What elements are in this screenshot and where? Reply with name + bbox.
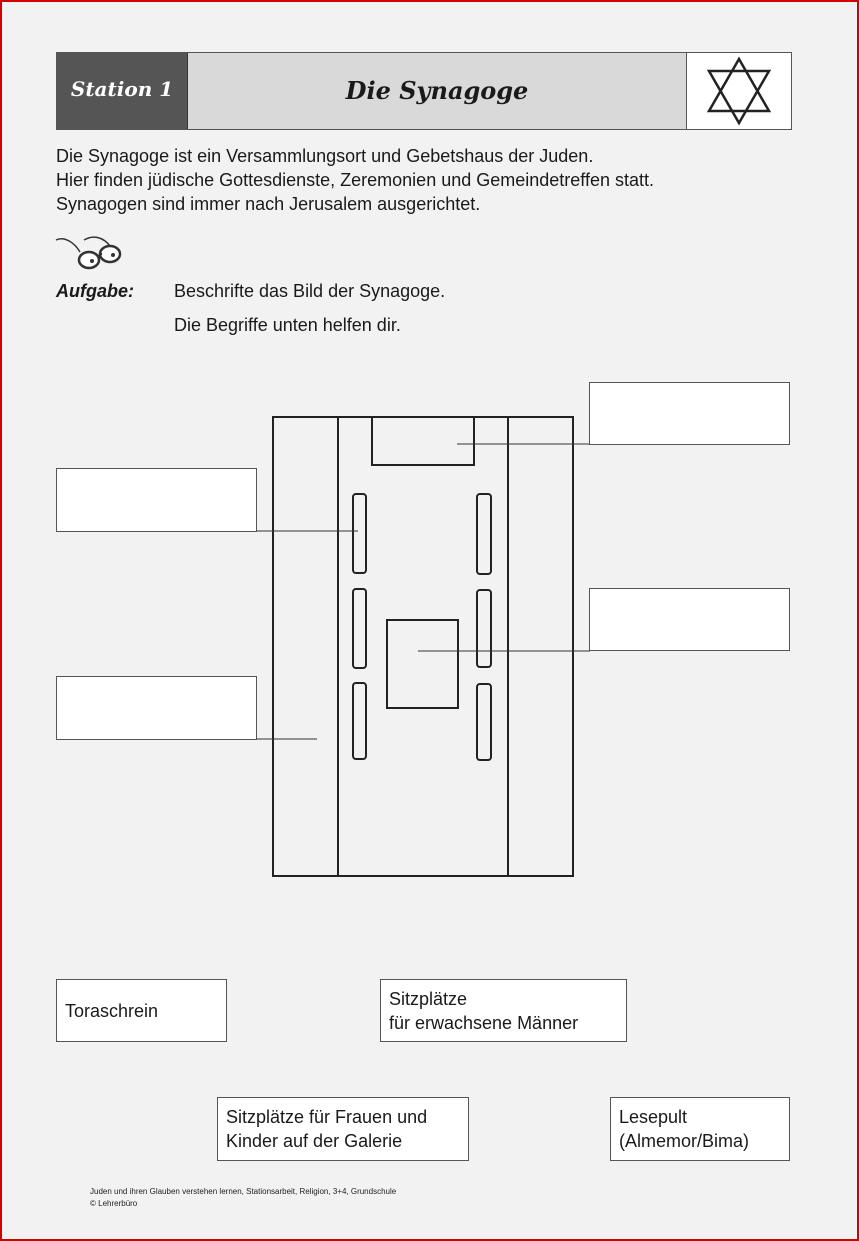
bench: [353, 589, 366, 668]
torah-ark: [372, 417, 474, 465]
answer-box-left-lower[interactable]: [56, 676, 257, 740]
page-title: Die Synagoge: [345, 76, 529, 105]
footer-copyright: © Lehrerbüro: [90, 1199, 138, 1208]
term-label: (Almemor/Bima): [619, 1131, 750, 1151]
term-label: Lesepult: [619, 1107, 688, 1127]
intro-line: Hier finden jüdische Gottesdienste, Zeremonien und Gemeindetreffen statt.: [56, 170, 655, 190]
term-card-women-seats[interactable]: [217, 1097, 469, 1161]
bench: [353, 683, 366, 759]
bench: [477, 494, 491, 574]
bench: [477, 684, 491, 760]
bench: [477, 590, 491, 667]
intro-line: Synagogen sind immer nach Jerusalem ausgerichtet.: [56, 194, 481, 214]
term-label: Kinder auf der Galerie: [226, 1131, 403, 1151]
term-label: für erwachsene Männer: [389, 1012, 579, 1033]
term-label: Toraschrein: [65, 1000, 159, 1021]
answer-box-right-middle[interactable]: [589, 588, 790, 651]
answer-box-left-upper[interactable]: [56, 468, 257, 532]
outer-wall: [273, 417, 573, 876]
footer: [90, 1186, 396, 1210]
term-card-lesepult[interactable]: [610, 1097, 790, 1161]
task-label: Aufgabe:: [56, 281, 134, 301]
answer-box-top-right[interactable]: [589, 382, 790, 445]
station-label: Station 1: [70, 77, 174, 101]
task-instruction: Beschrifte das Bild der Synagoge.: [174, 281, 446, 301]
intro-line: Die Synagoge ist ein Versammlungsort und Gebetshaus der Juden.: [56, 146, 594, 166]
bench: [353, 494, 366, 573]
term-card-toraschrein[interactable]: [56, 979, 227, 1042]
term-label: Sitzplätze: [389, 988, 468, 1009]
task-hint: Die Begriffe unten helfen dir.: [174, 315, 401, 335]
footer-line: Juden und ihren Glauben verstehen lernen, Stationsarbeit, Religion, 3+4, Grundschule: [90, 1187, 397, 1196]
reading-desk: [387, 620, 458, 708]
term-card-men-seats[interactable]: [380, 979, 627, 1042]
term-label: Sitzplätze für Frauen und: [226, 1107, 428, 1127]
